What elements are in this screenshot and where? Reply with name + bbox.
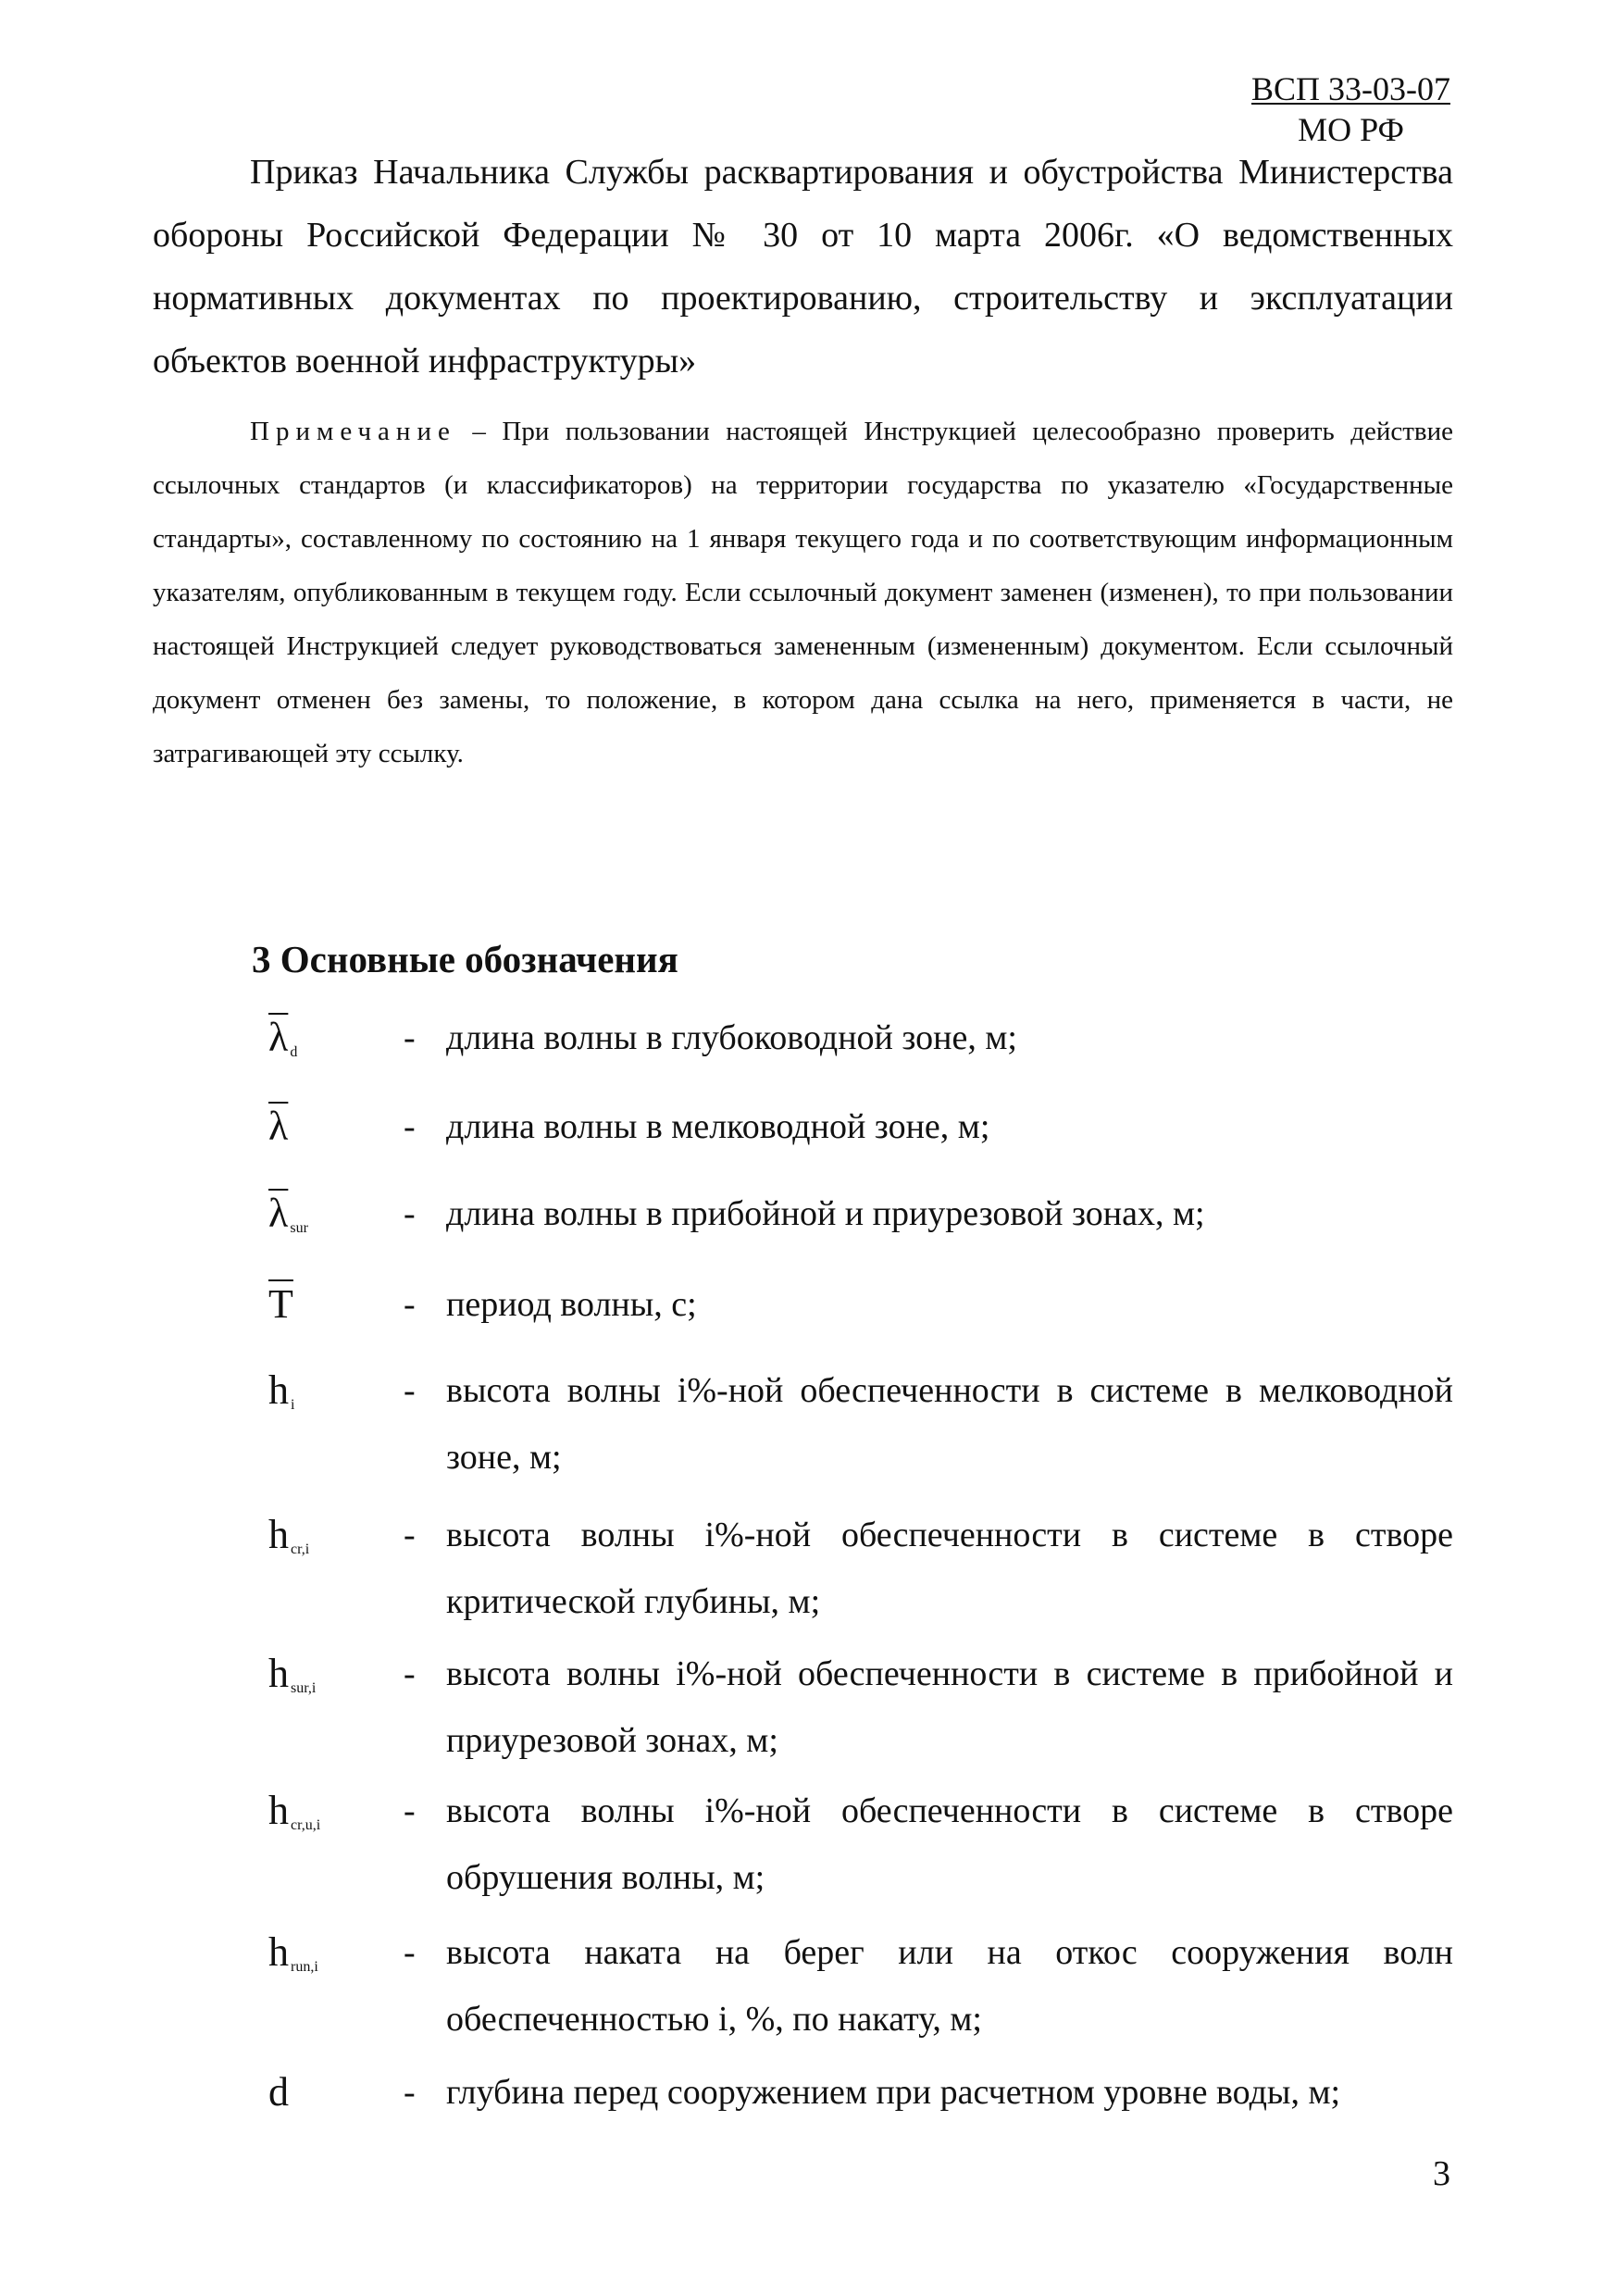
symbol-dash: - [404, 1285, 416, 1324]
symbol [268, 1180, 308, 1262]
symbol-description: высота волны i%-ной обеспеченности в системе в прибойной и приурезовой зонах, м; [446, 1654, 1453, 1760]
symbol-description: высота волны i%-ной обеспеченности в системе в мелководной зоне, м; [446, 1371, 1453, 1477]
symbol [268, 1004, 297, 1086]
document-code: ВСП 33-03-07 [1251, 70, 1450, 107]
symbol-description: глубина перед сооружением при расчетном уровне воды, м; [446, 2073, 1341, 2112]
symbol-subscript: run,i [291, 1959, 318, 1975]
symbol-base: h [268, 1788, 289, 1833]
symbol-dash: - [404, 1933, 416, 1972]
symbol-dash: - [404, 1654, 416, 1693]
note-separator: – [455, 417, 503, 446]
symbol-dash: - [404, 1791, 416, 1830]
symbol [268, 1919, 318, 2001]
symbol-subscript: cr,u,i [291, 1817, 321, 1833]
symbol-base: d [268, 2069, 289, 2115]
symbol-dash: - [404, 2073, 416, 2112]
symbol [268, 1093, 290, 1175]
symbol-description: высота наката на берег или на откос сооружения волн обеспеченностью i, %, по накату, м; [446, 1933, 1453, 2039]
document-code-block [1251, 69, 1450, 150]
section-title: 3 Основные обозначения [252, 938, 678, 980]
page-number: 3 [1433, 2154, 1450, 2193]
symbol [268, 1271, 295, 1353]
note-paragraph [153, 405, 1453, 780]
symbol-dash: - [404, 1018, 416, 1057]
symbol [268, 1778, 320, 1859]
symbol-subscript: sur [290, 1220, 308, 1236]
symbol-base: h [268, 1651, 289, 1696]
note-label: Примечание [250, 417, 456, 446]
symbol-subscript: d [290, 1044, 298, 1060]
symbol-base: h [268, 1367, 289, 1413]
symbol [268, 1357, 294, 1439]
symbol-dash: - [404, 1194, 416, 1233]
symbol-description: длина волны в глубоководной зоне, м; [446, 1018, 1017, 1057]
symbol-dash: - [404, 1371, 416, 1410]
symbol-base: h [268, 1512, 289, 1557]
order-reference: Приказ Начальника Службы расквартирования и обустройства Министерства обороны Российской Федерации № 30 от 10 марта 2006г. «О ведомственных нормативных документах по проектированию, строительству и эксплуатации объектов военной инфраструктуры» [153, 153, 1453, 381]
note-text: При пользовании настоящей Инструкцией целесообразно проверить действие ссылочных стандартов (и классификаторов) на территории государства по указателю «Государственные стандарты», составленному по состоянию на 1 января текущего года и по соответствующим информационным указателям, опубликованным в текущем году. Если ссылочный документ заменен (изменен), то при пользовании настоящей Инструкцией следует руководствоваться замененным (измененным) документом. Если ссылочный документ отменен без замены, то положение, в котором дана ссылка на него, применяется в части, не затрагивающей эту ссылку. [153, 417, 1454, 768]
symbol-base: $\overline{\lambda}$ [268, 1015, 289, 1060]
symbol-subscript: i [291, 1397, 295, 1413]
symbol-base: $\overline{\lambda}$ [268, 1104, 289, 1149]
symbol-description: длина волны в мелководной зоне, м; [446, 1107, 990, 1146]
symbol [268, 1641, 316, 1722]
symbol [268, 1502, 309, 1583]
symbol-dash: - [404, 1107, 416, 1146]
symbol-base: $\overline{T}$ [268, 1281, 293, 1327]
symbol-base: $\overline{\lambda}$ [268, 1191, 289, 1236]
symbol-subscript: cr,i [291, 1541, 310, 1557]
symbol-description: высота волны i%-ной обеспеченности в системе в створе обрушения волны, м; [446, 1791, 1453, 1897]
organization-code: МО РФ [1298, 111, 1404, 148]
symbol-base: h [268, 1929, 289, 1975]
symbol-description: длина волны в прибойной и приурезовой зонах, м; [446, 1194, 1205, 1233]
symbol-subscript: sur,i [291, 1680, 317, 1696]
symbol-dash: - [404, 1516, 416, 1554]
symbol-description: высота волны i%-ной обеспеченности в системе в створе критической глубины, м; [446, 1516, 1453, 1621]
symbol-description: период волны, с; [446, 1285, 697, 1324]
symbol [268, 2059, 291, 2140]
